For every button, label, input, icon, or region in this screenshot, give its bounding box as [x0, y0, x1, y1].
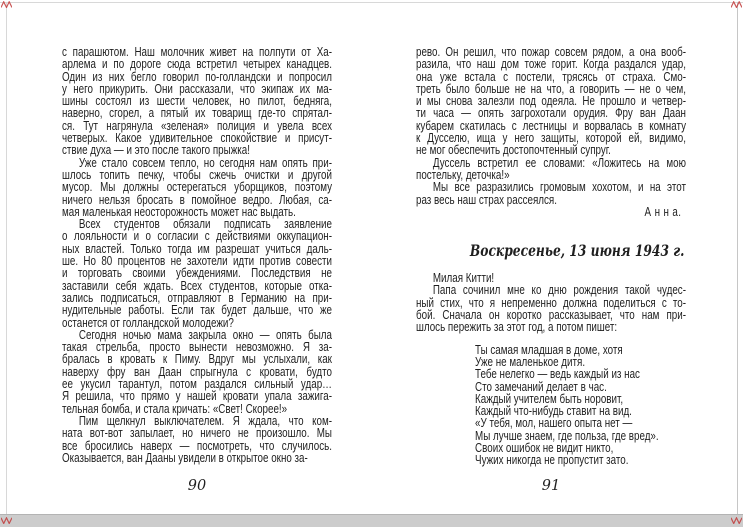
text-line: разила, что наш дом тоже горит. Когда раздался удар, [416, 56, 686, 72]
text-line: постельку, деточка!» [416, 166, 510, 182]
paragraph [416, 284, 686, 333]
paragraph [62, 412, 332, 465]
text-line: Мы все разразились громовым хохотом, и на этот [432, 179, 686, 195]
poem-line: Ты самая младшая в доме, хотя [475, 341, 623, 357]
poem-line: Сто замечаний делает в час. [475, 378, 607, 394]
paragraph [416, 154, 686, 182]
text-line: Всех студентов обязали подписать заявление [78, 216, 332, 232]
text-line: наверху фру ван Даан спрыгнула с кровати, будто [62, 363, 332, 379]
text-line: о лояльности и о согласии с действиями оккупацион- [62, 228, 332, 244]
salutation: Милая Китти! [432, 270, 495, 286]
letter-paragraphs [416, 284, 686, 333]
poem-line: Каждый учителем быть норовит, [475, 390, 624, 406]
paragraph [62, 154, 332, 219]
text-line: бой. Сначала он коротко рассказывает, что нам при- [416, 307, 686, 323]
text-line: четверых. Какое удивительное спокойствие и присут- [62, 130, 332, 146]
frame-line-top [0, 2, 743, 3]
text-line: останется от голландской молодежи? [62, 314, 234, 330]
text-line: она уже встала с постели, трясясь от страха. Смо- [416, 68, 686, 84]
text-line: ее укусил тарантул, потом раздался сильный удар… [62, 376, 332, 392]
text-line: шины состоял из шести человек, но пилот, бедняга, [62, 93, 332, 109]
text-line: Сегодня ночью мама закрыла окно — опять была [78, 326, 332, 342]
paragraph [62, 218, 332, 329]
date-heading: Воскресенье, 13 июня 1943 г. [469, 241, 685, 261]
corner-zigzag-mark [731, 1, 742, 8]
text-line: мая маленькая неосторожность может нас выдать. [62, 203, 296, 219]
signature: А н н а. [644, 203, 682, 219]
poem-line: Чужих никогда не пропустит зато. [475, 452, 629, 468]
poem-line: Уже не маленькое дитя. [475, 353, 586, 369]
text-line: ше. Но 80 процентов не захотели идти против совести [62, 253, 332, 269]
text-line: Я решила, что прямо у нашей кровати упала зажига- [62, 388, 332, 404]
text-line: мусор. Мы должны остерегаться уборщиков, поэтому [62, 179, 332, 195]
text-line: такая стрельба, просто вынести невозможно. Я за- [62, 339, 332, 355]
paragraph [416, 46, 686, 157]
corner-zigzag-mark [1, 1, 12, 8]
text-line: к Дусселю, ища у него защиты, которой ей, видимо, [416, 130, 686, 146]
text-line: тельная бомба, и стала кричать: «Свет! Скорее!» [62, 400, 288, 416]
poem-line: «У тебя, мол, нашего опыта нет — [475, 415, 633, 431]
text-line: и торговать своими убеждениями. Последствия не [62, 265, 332, 281]
text-line: ничего нельзя бросать в помойное ведро. Любая, са- [62, 191, 332, 207]
text-line: нудительные работы. Если так будет дальше, что же [62, 302, 332, 318]
corner-zigzag-mark [731, 517, 742, 524]
text-line: наверно, сгорел, а пятый их товарищ где-то спрятал- [62, 105, 332, 121]
text-line: ствие духа — и это после такого прыжка! [62, 142, 250, 158]
paragraph [62, 46, 332, 157]
text-line: зались подписаться, отправляют в Германию на при- [62, 289, 332, 305]
text-line: Пим щелкнул выключателем. Я ждала, что ком- [78, 412, 332, 428]
text-line: ный стих, что я непременно должна поделиться с то- [416, 294, 686, 310]
paragraph [62, 326, 332, 416]
text-line: Папа сочинил мне ко дню рождения такой чудес- [432, 282, 686, 298]
text-line: раз весь наш страх рассеялся. [416, 191, 557, 207]
text-line: ната вот-вот запылает, но ничего не произошло. Мы [62, 425, 332, 441]
left-page-number: 90 [187, 478, 207, 494]
right-page-top-paragraphs [416, 46, 686, 206]
frame-line-right [737, 2, 738, 514]
text-line: бралась в кровать к Пиму. Вдруг мы услыхали, как [62, 351, 332, 367]
right-page-number: 91 [541, 478, 561, 494]
poem-line: Тебе нелегко — ведь каждый из нас [475, 366, 640, 382]
text-line: ся. Тут нагрянула «зеленая» полиция и увела всех [62, 117, 332, 133]
text-line: и мы снова залезли под одеяла. Не прошло и четвер- [416, 93, 686, 109]
text-line: рево. Он решил, что пожар совсем рядом, а она вооб- [416, 44, 686, 59]
text-line: Дуссель встретил ее словами: «Ложитесь на мою [432, 154, 686, 170]
text-line: Оказывается, ван Дааны увидели в открытое окно за- [62, 449, 308, 465]
text-line: Уже стало совсем тепло, но сегодня нам опять при- [78, 154, 332, 170]
paragraph [416, 181, 686, 206]
text-line: заставили себя ждать. Всех студентов, которые отка- [62, 277, 332, 293]
right-page-text [416, 46, 686, 467]
text-line: шлось пережить за этот год, а потом пишет: [416, 319, 618, 335]
text-line: с парашютом. Наш молочник живет на полпути от Ха- [62, 44, 332, 59]
text-line: ти часа — опять загрохотали орудия. Фру ван Даан [416, 105, 686, 121]
corner-zigzag-mark [1, 517, 12, 524]
text-line: у него прикурить. Они рассказали, что экипаж их ма- [62, 80, 332, 96]
text-line: кубарем скатилась с лестницы и ворвалась в комнату [416, 117, 686, 133]
poem-line: Мы лучше знаем, где польза, где вред». [475, 427, 659, 443]
text-line: ных властей. Только тогда им разрешат учиться даль- [62, 240, 332, 256]
text-line: треть было больше не на что, а говорить — не о чем, [416, 80, 686, 96]
left-page-text [62, 46, 332, 464]
poem-line: Своих ошибок не видит никто, [475, 440, 614, 456]
poem [475, 341, 686, 468]
bottom-scan-band [0, 514, 743, 527]
frame-line-left [6, 2, 7, 514]
text-line: все бросились наверх — посмотреть, что случилось. [62, 437, 332, 453]
text-line: шлось топить печку, чтобы сжечь очистки и другой [62, 166, 332, 182]
poem-line: Каждый что-нибудь ставит на вид. [475, 403, 632, 419]
text-line: не мог обеспечить достопочтенный супруг. [416, 142, 611, 158]
text-line: арлема и по дороге сюда встретил четырех канадцев. [62, 56, 332, 72]
text-line: Один из них бегло говорил по-голландски и попросил [62, 68, 332, 84]
